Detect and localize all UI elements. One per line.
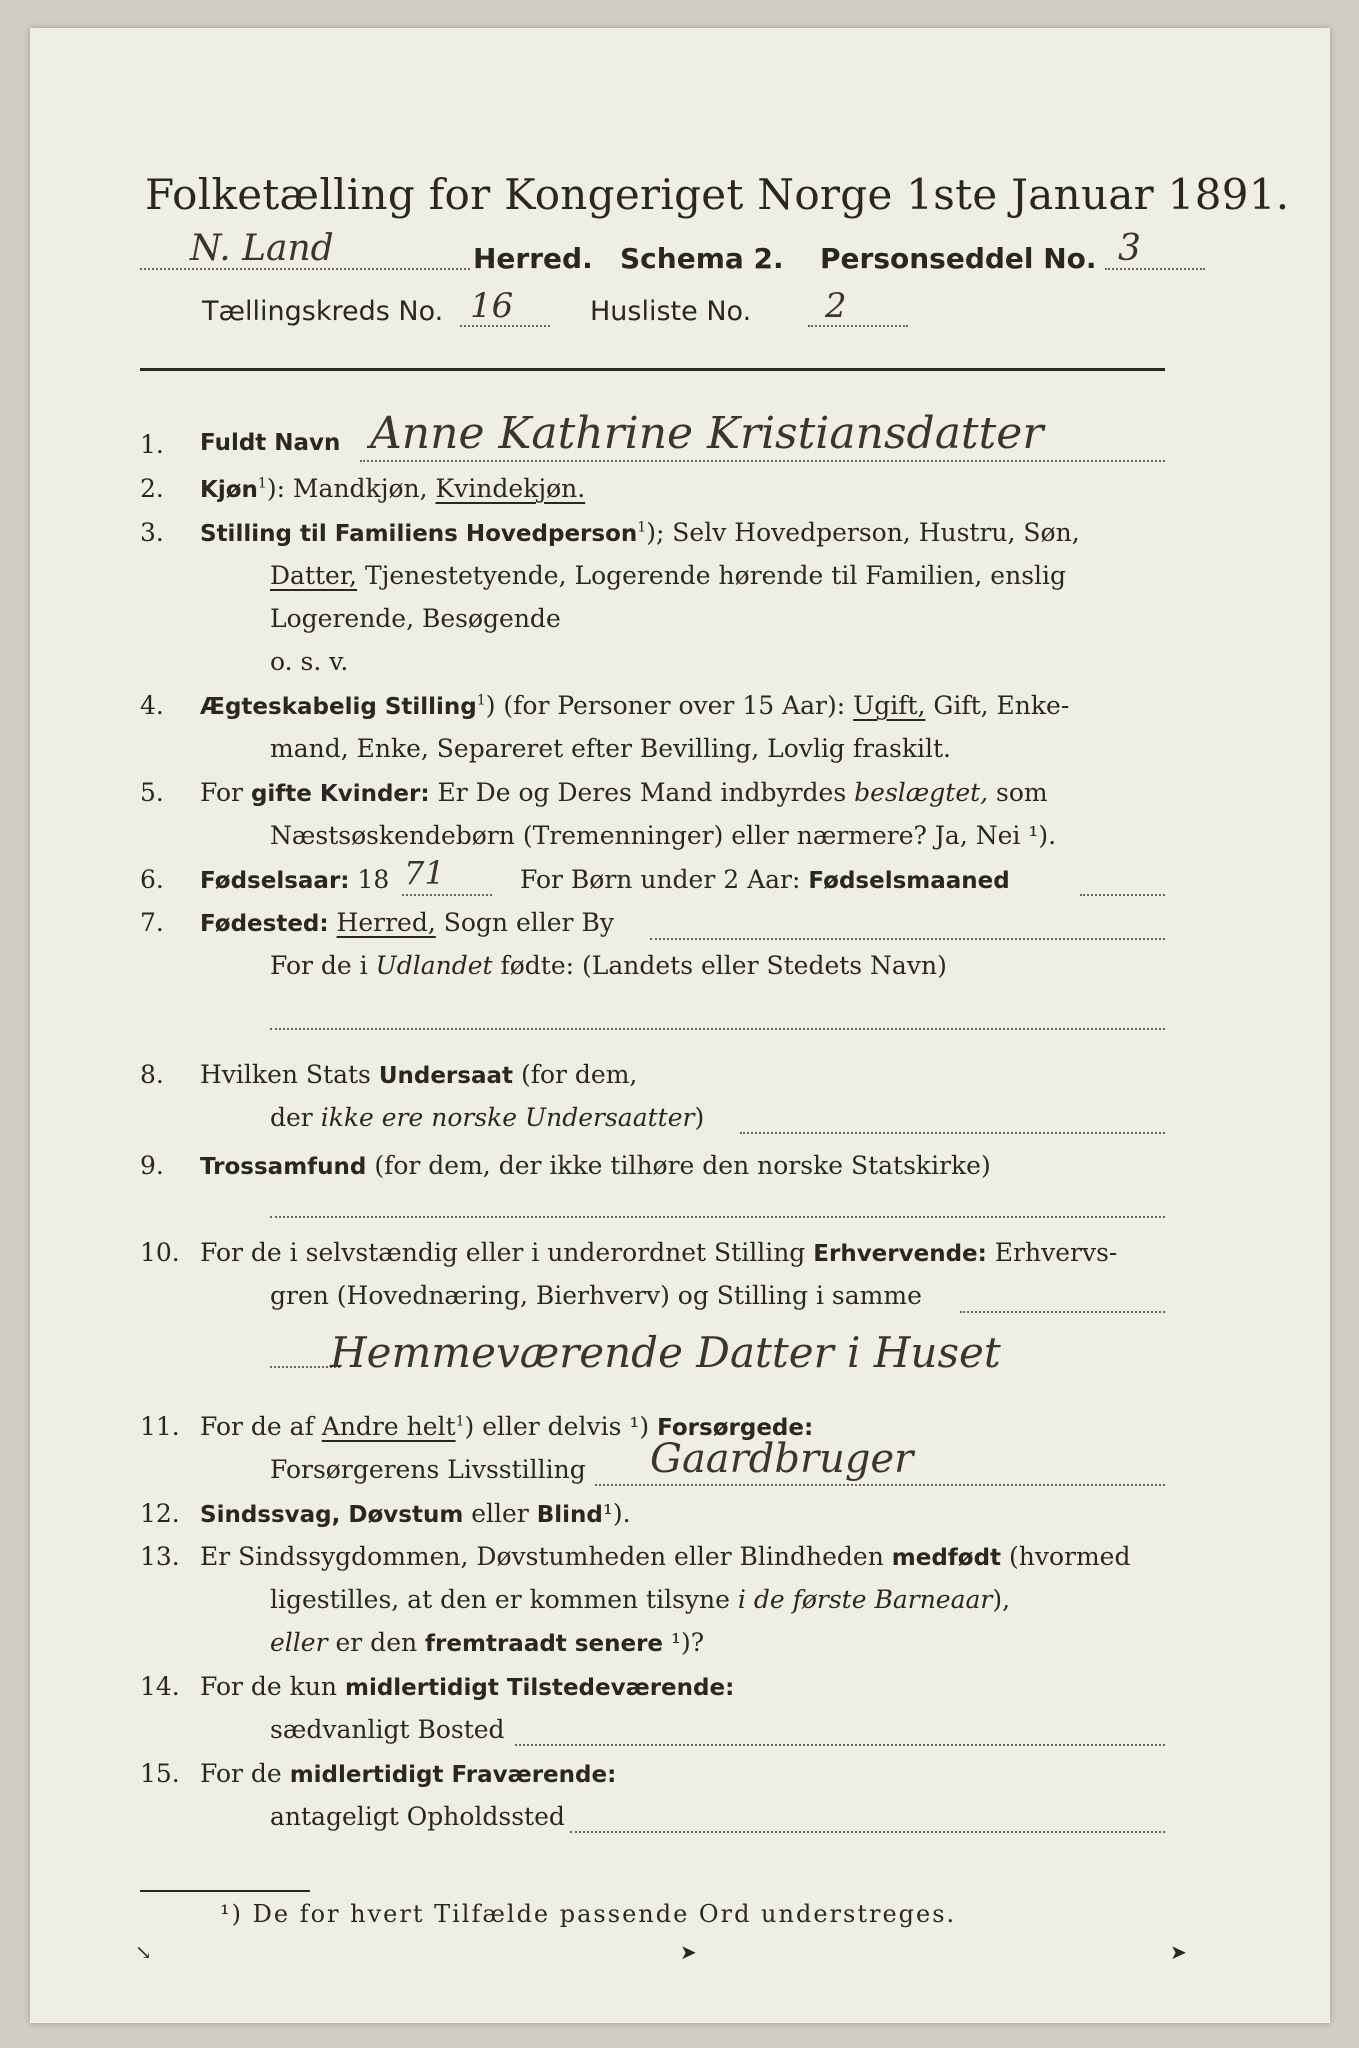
q8-line1	[200, 1060, 637, 1089]
q13-line1	[200, 1542, 1130, 1571]
q14-number: 14.	[140, 1672, 180, 1701]
margin-mark-left: ↘	[135, 1940, 152, 1964]
q7-line1	[200, 908, 614, 937]
q14-line2: sædvanligt Bosted	[270, 1715, 505, 1744]
q13-label: medfødt	[891, 1545, 1002, 1571]
q9-number: 9.	[140, 1151, 164, 1180]
schema-label: Schema 2.	[620, 242, 784, 275]
footnote-rule	[140, 1890, 310, 1892]
q12-label: Sindssvag, Døvstum	[200, 1502, 464, 1528]
q5-line2: Næstsøskendebørn (Tremenninger) eller nærmere? Ja, Nei ¹).	[270, 821, 1057, 850]
kreds-label: Tællingskreds No.	[202, 296, 444, 327]
q8-number: 8.	[140, 1060, 164, 1089]
q4-text1b: Gift, Enke-	[925, 691, 1070, 720]
q1-number: 1.	[140, 430, 164, 459]
q14-label: midlertidigt Tilstedeværende:	[344, 1675, 735, 1701]
q8-italic: ikke ere norske Undersaatter	[320, 1103, 695, 1132]
q10-value: Hemmeværende Datter i Huset	[330, 1328, 1001, 1377]
q10-text1b: Erhvervs-	[986, 1238, 1118, 1267]
q13-number: 13.	[140, 1542, 180, 1571]
margin-mark-right: ➤	[1170, 1940, 1187, 1964]
q11-underlined: Andre helt	[321, 1412, 456, 1441]
q11-text1: ) eller delvis ¹)	[464, 1412, 658, 1441]
q6-label2: Fødselsmaaned	[808, 868, 1010, 894]
q12-end: ¹).	[602, 1499, 631, 1528]
q5-pre: For	[200, 778, 251, 807]
q7-underlined: Herred,	[336, 908, 436, 937]
q6-number: 6.	[140, 865, 164, 894]
q10-line1	[200, 1238, 1117, 1267]
q3-line3: Logerende, Besøgende	[270, 604, 561, 633]
header-rule	[140, 368, 1165, 371]
q1-label: Fuldt Navn	[200, 430, 341, 456]
q13-line2	[270, 1585, 1010, 1614]
q13-text3b: ¹)?	[663, 1628, 705, 1657]
q3-underlined: Datter,	[270, 561, 357, 590]
q13-label2: fremtraadt senere	[425, 1631, 664, 1657]
footnote: ¹) De for hvert Tilfælde passende Ord understreges.	[220, 1900, 957, 1928]
census-form-sheet	[30, 28, 1330, 2023]
q14-dots	[515, 1744, 1165, 1746]
q13-text2a: ligestilles, at den er kommen tilsyne	[270, 1585, 738, 1614]
q8-label: Undersaat	[378, 1063, 513, 1089]
q2-sup: 1	[257, 475, 267, 492]
q12-line	[200, 1499, 631, 1528]
q9-text: (for dem, der ikke tilhøre den norske Statskirke)	[366, 1151, 991, 1180]
q11-value: Gaardbruger	[650, 1436, 914, 1482]
q8-text2a: der	[270, 1103, 321, 1132]
q8-line2	[270, 1103, 704, 1132]
q5-italic: beslægtet,	[854, 778, 989, 807]
q8-text1: (for dem,	[513, 1060, 638, 1089]
q7-text: Sogn eller By	[435, 908, 614, 937]
q10-text1: For de i selvstændig eller i underordnet Stilling	[200, 1238, 814, 1267]
q3-line4: o. s. v.	[270, 647, 349, 676]
q8-text2b: )	[694, 1103, 705, 1132]
q13-italic2: eller	[270, 1628, 328, 1657]
q6-year-prefix: 18	[357, 865, 390, 894]
q7-number: 7.	[140, 908, 164, 937]
q3-number: 3.	[140, 518, 164, 547]
q13-text1b: (hvormed	[1001, 1542, 1131, 1571]
husliste-label: Husliste No.	[590, 296, 752, 327]
q15-line1	[200, 1759, 616, 1788]
q7-italic: Udlandet	[375, 951, 493, 980]
q11-line2: Forsørgerens Livsstilling	[270, 1455, 586, 1484]
q14-line1	[200, 1672, 734, 1701]
q13-text3a: er den	[327, 1628, 426, 1657]
q4-text1a: ) (for Personer over 15 Aar):	[485, 691, 854, 720]
q5-text1: Er De og Deres Mand indbyrdes	[429, 778, 855, 807]
q11-dots	[595, 1484, 1165, 1486]
q13-text2b: ),	[992, 1585, 1011, 1614]
q8-dots	[740, 1132, 1165, 1134]
personseddel-value: 3	[1118, 228, 1141, 269]
q2-number: 2.	[140, 474, 164, 503]
q3-label: Stilling til Familiens Hovedperson	[200, 521, 638, 547]
q10-dots1	[960, 1311, 1165, 1313]
q4-sup: 1	[476, 692, 486, 709]
q3-text1: ); Selv Hovedperson, Hustru, Søn,	[646, 518, 1080, 547]
q7-dots1	[650, 938, 1165, 940]
q12-text: eller	[463, 1499, 537, 1528]
margin-mark-center: ➤	[680, 1940, 697, 1964]
q15-pre: For de	[200, 1759, 290, 1788]
q7-text2b: fødte: (Landets eller Stedets Navn)	[492, 951, 947, 980]
q9-dots	[270, 1216, 1165, 1218]
husliste-dots	[808, 325, 908, 327]
q6-text: For Børn under 2 Aar:	[520, 865, 809, 894]
q6-month-dots	[1080, 894, 1165, 896]
q15-dots	[570, 1831, 1165, 1833]
q4-line2: mand, Enke, Separeret efter Bevilling, Lovlig fraskilt.	[270, 734, 951, 763]
q9-line1	[200, 1151, 991, 1180]
q6-label: Fødselsaar:	[200, 868, 350, 894]
q3-line2	[270, 561, 1066, 590]
q11-label: Forsørgede:	[657, 1415, 814, 1441]
q7-dots2	[270, 1028, 1165, 1030]
q15-label: midlertidigt Fraværende:	[289, 1762, 617, 1788]
q5-number: 5.	[140, 778, 164, 807]
q13-line3	[270, 1628, 704, 1657]
kreds-value: 16	[470, 286, 514, 326]
q7-label: Fødested:	[200, 911, 329, 937]
personseddel-label: Personseddel No.	[820, 242, 1097, 275]
q15-line2: antageligt Opholdssted	[270, 1802, 565, 1831]
q10-number: 10.	[140, 1238, 180, 1267]
q12-number: 12.	[140, 1499, 180, 1528]
herred-value: N. Land	[190, 228, 334, 269]
q2-text: ): Mandkjøn,	[266, 474, 436, 503]
q9-label: Trossamfund	[200, 1154, 367, 1180]
q4-label: Ægteskabelig Stilling	[200, 694, 477, 720]
q6-line	[200, 865, 389, 894]
q3-line1	[200, 518, 1080, 547]
q10-label: Erhvervende:	[813, 1241, 987, 1267]
q6-year-value: 71	[404, 854, 445, 892]
q6-year-dots	[402, 894, 492, 896]
q6-line2	[520, 865, 1010, 894]
q11-number: 11.	[140, 1412, 180, 1441]
q14-pre: For de kun	[200, 1672, 345, 1701]
herred-label: Herred.	[473, 242, 593, 275]
q7-line2	[270, 951, 947, 980]
q2-line	[200, 474, 585, 503]
q3-text2: Tjenestetyende, Logerende hørende til Familien, enslig	[357, 561, 1067, 590]
q13-italic: i de første Barneaar	[737, 1585, 993, 1614]
q13-text1: Er Sindssygdommen, Døvstumheden eller Blindheden	[200, 1542, 892, 1571]
q3-sup: 1	[637, 519, 647, 536]
q8-pre: Hvilken Stats	[200, 1060, 379, 1089]
husliste-value: 2	[825, 286, 847, 326]
q1-dots	[360, 460, 1165, 462]
q11-sup: 1	[455, 1413, 465, 1430]
q5-label: gifte Kvinder:	[250, 781, 430, 807]
q12-label2: Blind	[536, 1502, 603, 1528]
q11-pre: For de af	[200, 1412, 322, 1441]
q2-label: Kjøn	[200, 477, 258, 503]
q15-number: 15.	[140, 1759, 180, 1788]
q10-line2: gren (Hovednæring, Bierhverv) og Stilling i samme	[270, 1281, 922, 1310]
q1-value: Anne Kathrine Kristiansdatter	[370, 408, 1044, 459]
q5-line1	[200, 778, 1048, 807]
q4-underlined: Ugift,	[853, 691, 926, 720]
q2-underlined: Kvindekjøn.	[435, 474, 586, 503]
form-title: Folketælling for Kongeriget Norge 1ste Januar 1891.	[145, 170, 1290, 219]
q4-number: 4.	[140, 691, 164, 720]
q7-text2a: For de i	[270, 951, 376, 980]
q4-line1	[200, 691, 1069, 720]
q5-text1b: som	[988, 778, 1048, 807]
